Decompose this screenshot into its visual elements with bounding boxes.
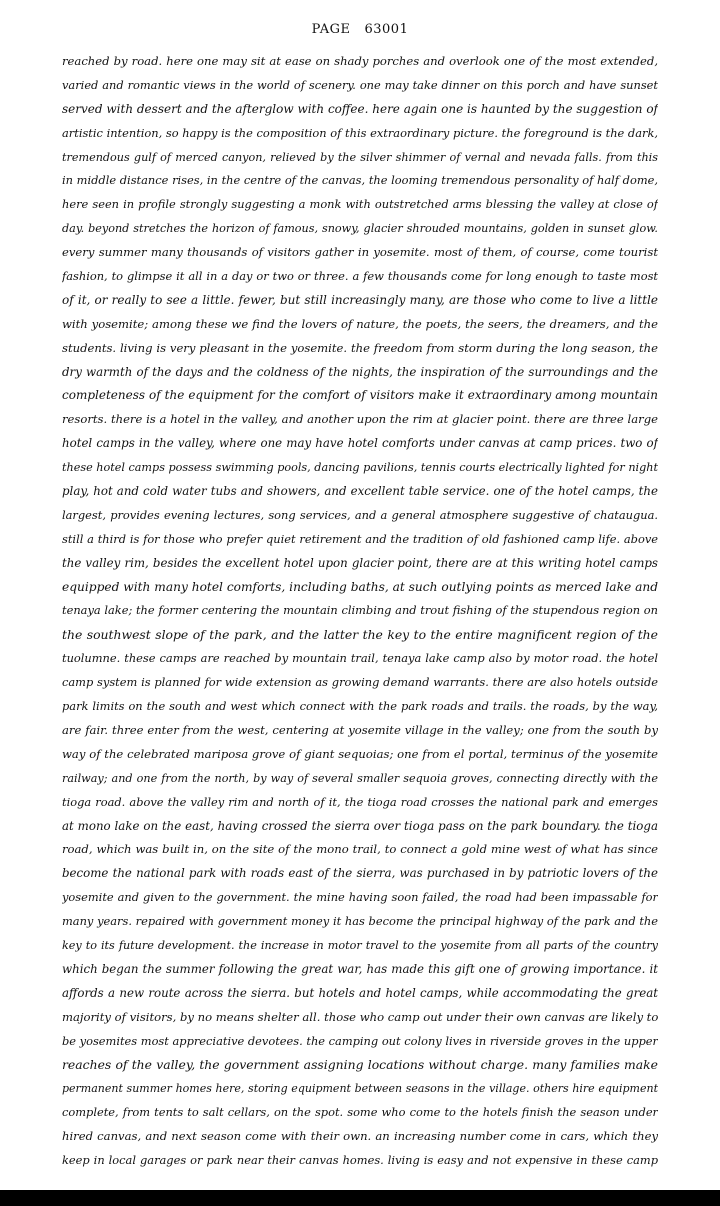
page-header — [0, 22, 720, 37]
text-line: these hotel camps possess swimming pools, dancing pavilions, tennis courts electrically lighted for night — [62, 461, 658, 475]
text-line: dry warmth of the days and the coldness of the nights, the inspiration of the surroundings and the — [62, 364, 658, 379]
text-line: of it, or really to see a little. fewer, but still increasingly many, are those who come to live a little — [62, 292, 658, 307]
text-line: in middle distance rises, in the centre of the canvas, the looming tremendous personality of half dome, — [62, 173, 658, 188]
text-line: key to its future development. the increase in motor travel to the yosemite from all parts of the country — [62, 938, 658, 952]
text-line: equipped with many hotel comforts, including baths, at such outlying points as merced lake and — [62, 579, 658, 594]
text-line: hired canvas, and next season come with their own. an increasing number come in cars, which they — [62, 1129, 658, 1144]
text-line: road, which was built in, on the site of the mono trail, to connect a gold mine west of what has since — [62, 842, 658, 857]
text-line: complete, from tents to salt cellars, on the spot. some who come to the hotels finish the season under — [62, 1105, 658, 1120]
text-line: are fair. three enter from the west, centering at yosemite village in the valley; one from the south by — [62, 722, 658, 737]
text-line: completeness of the equipment for the comfort of visitors make it extraordinary among mountain — [62, 388, 658, 403]
text-line: day. beyond stretches the horizon of famous, snowy, glacier shrouded mountains, golden in sunset glow. — [62, 222, 658, 236]
text-line: the southwest slope of the park, and the latter the key to the entire magnificent region of the — [62, 627, 658, 643]
text-line: reaches of the valley, the government assigning locations without charge. many families make — [62, 1057, 658, 1073]
text-line: become the national park with roads east of the sierra, was purchased in by patriotic lovers of the — [62, 866, 658, 881]
page-number: 63001 — [364, 22, 409, 37]
text-line: park limits on the south and west which connect with the park roads and trails. the roads, by the way, — [62, 699, 658, 714]
text-line: still a third is for those who prefer quiet retirement and the tradition of old fashioned camp life. above — [62, 531, 658, 546]
text-line: hotel camps in the valley, where one may have hotel comforts under canvas at camp prices. two of — [62, 436, 658, 451]
text-line: artistic intention, so happy is the composition of this extraordinary picture. the foreground is the dark, — [62, 125, 658, 140]
text-line: at mono lake on the east, having crossed the sierra over tioga pass on the park boundary. the tioga — [62, 818, 658, 833]
text-line: every summer many thousands of visitors gather in yosemite. most of them, of course, come tourist — [62, 245, 658, 260]
text-line: way of the celebrated mariposa grove of giant sequoias; one from el portal, terminus of the yosemite — [62, 746, 658, 761]
text-line: reached by road. here one may sit at ease on shady porches and overlook one of the most extended, — [62, 54, 658, 68]
text-line: play, hot and cold water tubs and showers, and excellent table service. one of the hotel camps, the — [62, 484, 658, 499]
text-line: keep in local garages or park near their canvas homes. living is easy and not expensive in these camp — [62, 1152, 658, 1167]
text-line: tremendous gulf of merced canyon, relieved by the silver shimmer of vernal and nevada falls. from this — [62, 150, 658, 164]
text-line: majority of visitors, by no means shelter all. those who camp out under their own canvas are likely to — [62, 1009, 658, 1024]
text-line: tenaya lake; the former centering the mountain climbing and trout fishing of the stupendous region on — [62, 603, 658, 618]
text-line: varied and romantic views in the world of scenery. one may take dinner on this porch and have sunset — [62, 77, 658, 92]
text-line: which began the summer following the great war, has made this gift one of growing importance. it — [62, 961, 658, 976]
text-line: resorts. there is a hotel in the valley, and another upon the rim at glacier point. there are three large — [62, 412, 658, 427]
text-line: the valley rim, besides the excellent hotel upon glacier point, there are at this writing hotel camps — [62, 555, 658, 570]
text-line: be yosemites most appreciative devotees. the camping out colony lives in riverside groves in the upper — [62, 1033, 658, 1048]
text-line: many years. repaired with government money it has become the principal highway of the park and the — [62, 914, 658, 929]
text-line: largest, provides evening lectures, song services, and a general atmosphere suggestive of chataugua. — [62, 507, 658, 522]
page-label: PAGE — [311, 22, 351, 37]
text-line: with yosemite; among these we find the lovers of nature, the poets, the seers, the dreamers, and the — [62, 316, 658, 331]
text-line: railway; and one from the north, by way of several smaller sequoia groves, connecting directly with the — [62, 771, 658, 785]
text-line: affords a new route across the sierra. but hotels and hotel camps, while accommodating the great — [62, 985, 658, 1000]
text-line: fashion, to glimpse it all in a day or two or three. a few thousands come for long enough to taste most — [62, 269, 658, 284]
text-line: here seen in profile strongly suggesting a monk with outstretched arms blessing the valley at close of — [62, 197, 658, 212]
text-line: tioga road. above the valley rim and north of it, the tioga road crosses the national park and emerges — [62, 794, 658, 809]
bottom-bar — [0, 1190, 720, 1206]
body-text — [62, 50, 658, 1173]
text-line: yosemite and given to the government. the mine having soon failed, the road had been impassable for — [62, 890, 658, 905]
text-line: served with dessert and the afterglow with coffee. here again one is haunted by the suggestion of — [62, 101, 658, 116]
text-line: tuolumne. these camps are reached by mountain trail, tenaya lake camp also by motor road. the hotel — [62, 651, 658, 666]
text-line: camp system is planned for wide extension as growing demand warrants. there are also hotels outside — [62, 675, 658, 690]
text-line: students. living is very pleasant in the yosemite. the freedom from storm during the long season, the — [62, 340, 658, 355]
text-line: permanent summer homes here, storing equipment between seasons in the village. others hire equipment — [62, 1082, 658, 1096]
